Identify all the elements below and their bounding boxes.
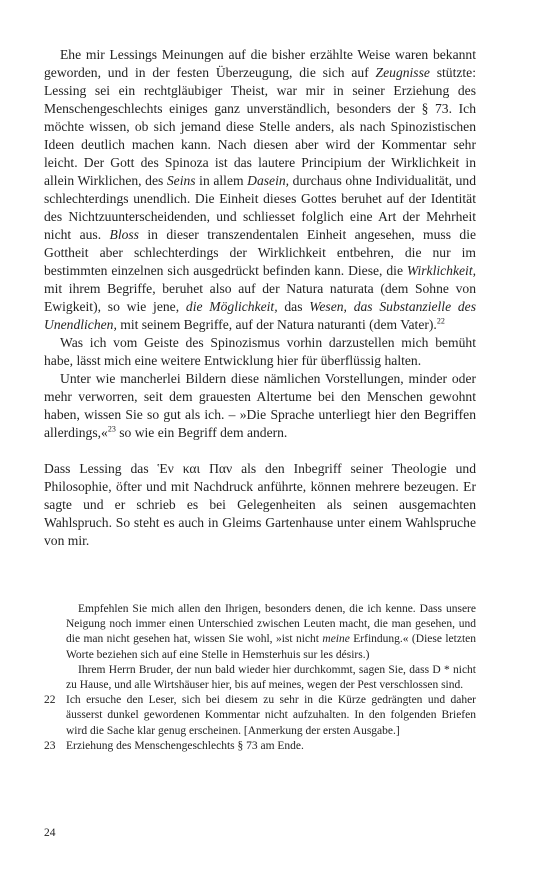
main-text — [44, 46, 476, 550]
footnote-22 — [44, 693, 476, 739]
paragraph-1: Ehe mir Lessings Meinungen auf die bisher erzählte Weise waren bekannt geworden, und in der festen Überzeugung, die sich auf Zeugnisse stützte: Lessing sei ein rechtgläubiger Theist, war mir in seiner Erziehung des Menschengeschlechts einiges ganz unverständlich, besonders der § 73. Ich möchte wissen, ob sich jemand diese Stelle anders, als nach Spinozistischen Ideen deutlich machen kann. Nach diesen aber wird der Kommentar sehr leicht. Der Gott des Spinoza ist das lautere Principium der Wirklichkeit in allein Wirklichen, des Seins in allem Dasein, durchaus ohne Individualität, und schlechterdings unendlich. Die Einheit dieses Gottes beruhet auf der Identität des Nichtzuunterscheidenden, und schliesset folglich eine Art der Mehrheit nicht aus. Bloss in dieser transzendentalen Einheit angesehen, muss die Gottheit aber schlechterdings der Wirklichkeit entbehren, die nur im bestimmten einzelnen sich ausgedrückt befinden kann. Diese, die Wirklichkeit, mit ihrem Begriffe, beruhet also auf der Natura naturata (dem Sohne von Ewigkeit), so wie jene, die Möglichkeit, das Wesen, das Substanzielle des Unendlichen, mit seinem Begriffe, auf der Natura naturanti (dem Vater).$^{22}$ — [44, 47, 477, 332]
paragraph-3: Unter wie mancherlei Bildern diese nämlichen Vorstellungen, minder oder mehr verworren, seit dem grauesten Altertume bei den Menschen gewohnt haben, wissen Sie so gut als ich. – »Die Sprache unterliegt hier den Begriffen allerdings,«$^{23}$ so wie ein Begriff dem andern. — [44, 371, 476, 440]
footnote-23 — [44, 739, 476, 754]
footnote-text: Erziehung des Menschengeschlechts § 73 am Ende. — [66, 739, 304, 752]
paragraph-2: Was ich vom Geiste des Spinozismus vorhin darzustellen mich bemüht habe, lässt mich eine weitere Entwicklung hier für überflüssig halten. — [44, 335, 476, 368]
paragraph-4: Dass Lessing das Ἑν και Παν als den Inbegriff seiner Theologie und Philosophie, öfter und mit Nachdruck anführte, können mehrere bezeugen. Er sagte und er schrieb es bei Gelegenheiten als seinen ausgemachten Wahlspruch. So steht es auch in Gleims Gartenhause unter einem Wahlspruche von mir. — [44, 461, 476, 548]
section-gap — [44, 442, 476, 460]
footnotes — [44, 602, 476, 754]
footnote-continuation-1: Empfehlen Sie mich allen den Ihrigen, besonders denen, die ich kenne. Dass unsere Neigung noch immer einen Unterschied zwischen Leuten macht, die man gesehen, und die man nicht gesehen hat, wissen Sie wohl, »ist nicht meine Erfindung.« (Diese letzten Worte beziehen sich auf eine Stelle in Hemsterhuis sur les désirs.) — [66, 603, 477, 661]
page-number: 24 — [44, 827, 56, 839]
footnote-text: Ich ersuche den Leser, sich bei diesem zu sehr in die Kürze gedrängten und daher äusserst dunkel gewordenen Kommentar nicht aufzuhalten. In den folgenden Briefen wird die Sache klar genug erscheinen. [Anmerkung der ersten Ausgabe.] — [66, 694, 476, 737]
footnote-number: 23 — [44, 739, 56, 752]
footnote-number: 22 — [44, 694, 56, 707]
footnote-continuation-2: Ihrem Herrn Bruder, der nun bald wieder hier durchkommt, sagen Sie, dass D * nicht zu Hause, und alle Wirtshäuser hier, bis auf meines, wegen der Pest verschlossen sind. — [66, 663, 476, 692]
